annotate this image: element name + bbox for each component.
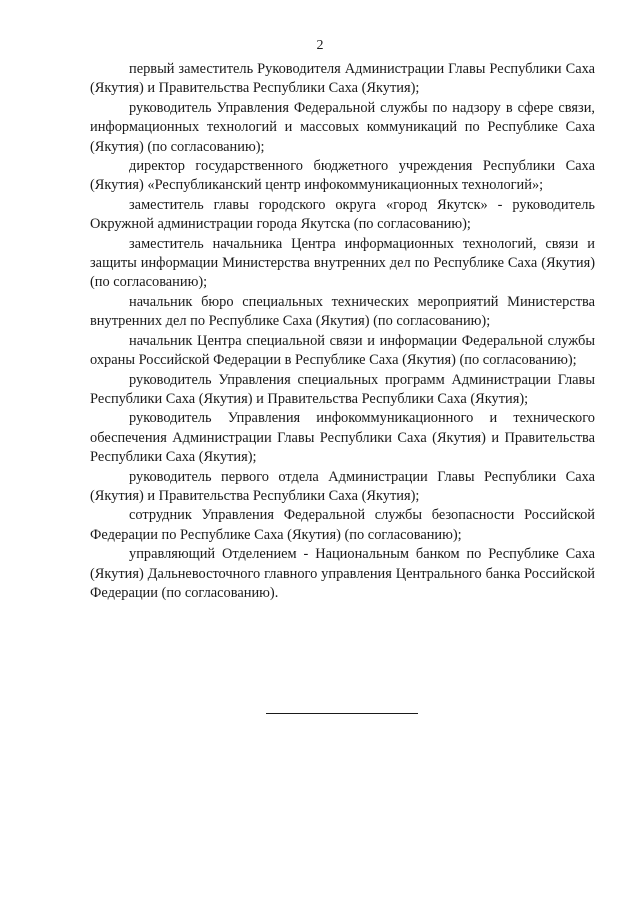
end-of-document-divider [266, 713, 418, 714]
page-number: 2 [316, 38, 324, 53]
list-item: руководитель Управления Федеральной службы по надзору в сфере связи, информационных технологий и массовых коммуникаций по Республике Саха (Якутия) (по согласованию); [90, 99, 595, 155]
list-item: начальник Центра специальной связи и информации Федеральной службы охраны Российской Федерации в Республике Саха (Якутия) (по согласованию); [90, 332, 595, 369]
member-list [90, 60, 595, 603]
list-item: руководитель Управления специальных программ Администрации Главы Республики Саха (Якутия) и Правительства Республики Саха (Якутия); [90, 371, 595, 407]
list-item: заместитель главы городского округа «город Якутск» - руководитель Окружной администрации города Якутска (по согласованию); [90, 196, 595, 233]
list-item: заместитель начальника Центра информационных технологий, связи и защиты информации Министерства внутренних дел по Республике Саха (Якутия) (по согласованию); [90, 235, 595, 291]
list-item: сотрудник Управления Федеральной службы безопасности Российской Федерации по Республике Саха (Якутия) (по согласованию); [90, 507, 595, 543]
list-item: первый заместитель Руководителя Администрации Главы Республики Саха (Якутия) и Правительства Республики Саха (Якутия); [90, 61, 595, 97]
list-item: руководитель Управления инфокоммуникационного и технического обеспечения Администрации Главы Республики Саха (Якутия) и Правительства Республики Саха (Якутия); [90, 410, 595, 466]
list-item: управляющий Отделением - Национальным банком по Республике Саха (Якутия) Дальневосточного главного управления Центрального банка Российской Федерации (по согласованию). [90, 546, 595, 601]
list-item: директор государственного бюджетного учреждения Республики Саха (Якутия) «Республиканский центр инфокоммуникационных технологий»; [90, 158, 595, 194]
list-item: руководитель первого отдела Администрации Главы Республики Саха (Якутия) и Правительства Республики Саха (Якутия); [90, 468, 595, 504]
list-item: начальник бюро специальных технических мероприятий Министерства внутренних дел по Республике Саха (Якутия) (по согласованию); [90, 293, 595, 330]
